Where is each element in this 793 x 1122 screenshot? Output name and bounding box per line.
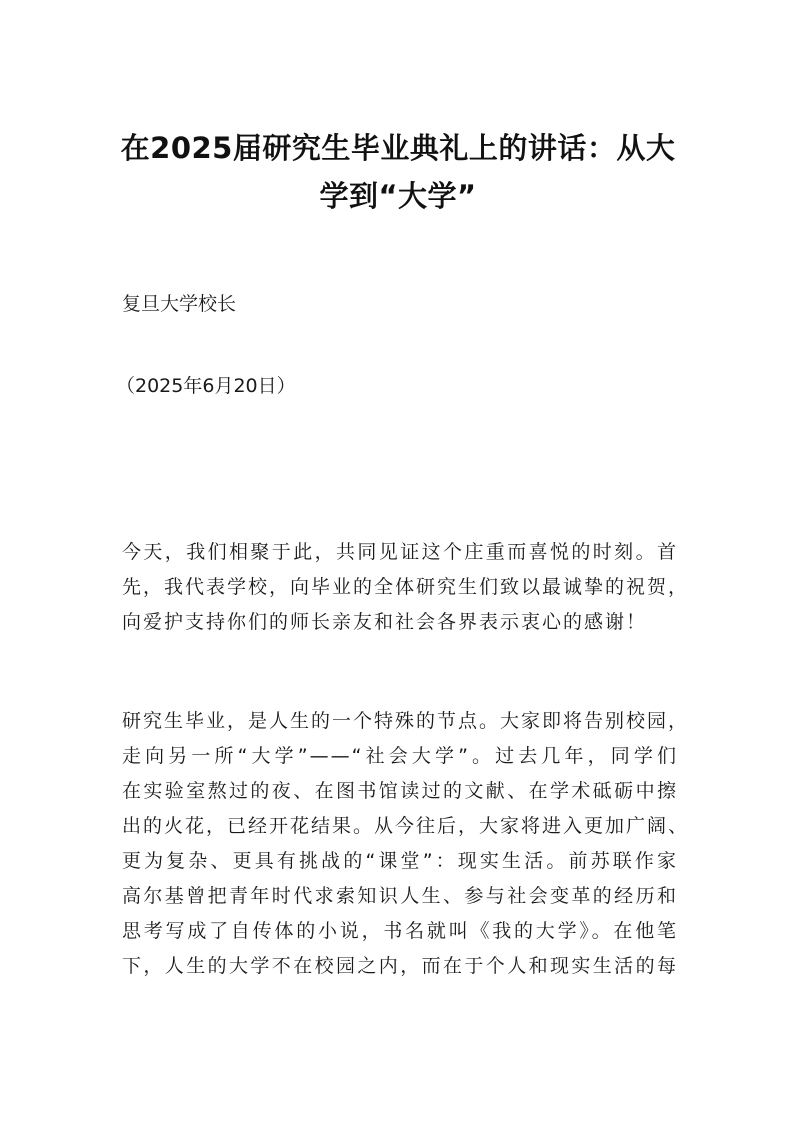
- paragraph-line: 高尔基曾把青年时代求索知识人生、参与社会变革的经历和: [122, 885, 678, 907]
- paragraph-line: 先，我代表学校，向毕业的全体研究生们致以最诚挚的祝贺，: [122, 576, 690, 598]
- paragraph-line: 下，人生的大学不在校园之内，而在于个人和现实生活的每: [122, 955, 678, 977]
- paragraph-line: 走向另一所“大学”——“社会大学”。过去几年，同学们: [122, 745, 678, 767]
- title-line-1: 在2025届研究生毕业典礼上的讲话：从大: [120, 131, 676, 165]
- paragraph-line: 今天，我们相聚于此，共同见证这个庄重而喜悦的时刻。首: [122, 541, 678, 563]
- date-line: （2025年6月20日）: [116, 375, 296, 397]
- author-line: 复旦大学校长: [122, 293, 237, 315]
- title-line-2: 学到“大学”: [319, 179, 477, 213]
- paragraph-line: 研究生毕业，是人生的一个特殊的节点。大家即将告别校园，: [122, 710, 690, 732]
- paragraph-opening: [122, 535, 690, 640]
- paragraph-line: 向爱护支持你们的师长亲友和社会各界表示衷心的感谢！: [122, 611, 648, 633]
- speech-title: [118, 124, 678, 220]
- paragraph-line: 思考写成了自传体的小说，书名就叫《我的大学》。在他笔: [122, 920, 678, 942]
- paragraph-graduation: [122, 704, 690, 984]
- paragraph-line: 更为复杂、更具有挑战的“课堂”：现实生活。前苏联作家: [122, 850, 678, 872]
- paragraph-line: 在实验室熬过的夜、在图书馆读过的文献、在学术砥砺中擦: [122, 780, 678, 802]
- paragraph-line: 出的火花，已经开花结果。从今往后，大家将进入更加广阔、: [122, 815, 690, 837]
